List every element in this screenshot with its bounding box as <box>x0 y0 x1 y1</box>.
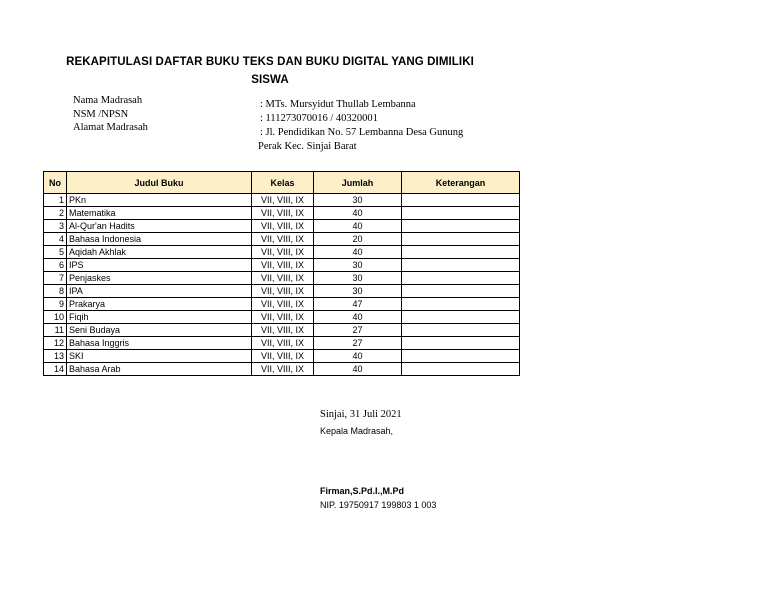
table-row <box>44 207 520 220</box>
cell-no: 1 <box>44 194 67 207</box>
cell-jumlah: 20 <box>314 233 402 246</box>
cell-jumlah: 40 <box>314 350 402 363</box>
label-nsm-npsn: NSM /NPSN <box>73 108 129 120</box>
table-row <box>44 220 520 233</box>
cell-judul-buku: Seni Budaya <box>67 324 252 337</box>
cell-kelas: VII, VIII, IX <box>252 272 314 285</box>
cell-keterangan <box>402 272 520 285</box>
cell-no: 8 <box>44 285 67 298</box>
cell-no: 2 <box>44 207 67 220</box>
cell-no: 13 <box>44 350 67 363</box>
cell-judul-buku: Aqidah Akhlak <box>67 246 252 259</box>
cell-jumlah: 40 <box>314 311 402 324</box>
cell-no: 9 <box>44 298 67 311</box>
cell-no: 7 <box>44 272 67 285</box>
table-row <box>44 350 520 363</box>
cell-judul-buku: Bahasa Indonesia <box>67 233 252 246</box>
cell-keterangan <box>402 207 520 220</box>
table-row <box>44 246 520 259</box>
cell-jumlah: 47 <box>314 298 402 311</box>
cell-kelas: VII, VIII, IX <box>252 207 314 220</box>
cell-jumlah: 40 <box>314 246 402 259</box>
table-header-row <box>44 172 520 194</box>
cell-judul-buku: IPS <box>67 259 252 272</box>
table-row <box>44 324 520 337</box>
cell-no: 3 <box>44 220 67 233</box>
cell-keterangan <box>402 194 520 207</box>
cell-judul-buku: SKI <box>67 350 252 363</box>
header-judul-buku: Judul Buku <box>67 172 252 194</box>
cell-kelas: VII, VIII, IX <box>252 311 314 324</box>
signer-nip: NIP. 19750917 199803 1 003 <box>320 500 437 510</box>
table-row <box>44 298 520 311</box>
cell-judul-buku: Fiqih <box>67 311 252 324</box>
cell-jumlah: 30 <box>314 194 402 207</box>
cell-keterangan <box>402 311 520 324</box>
cell-keterangan <box>402 337 520 350</box>
table-body <box>44 194 520 376</box>
cell-keterangan <box>402 350 520 363</box>
cell-jumlah: 27 <box>314 337 402 350</box>
title-line-2: SISWA <box>251 74 289 86</box>
cell-judul-buku: PKn <box>67 194 252 207</box>
table-row <box>44 311 520 324</box>
table-row <box>44 194 520 207</box>
cell-keterangan <box>402 220 520 233</box>
cell-judul-buku: Bahasa Inggris <box>67 337 252 350</box>
cell-keterangan <box>402 259 520 272</box>
place-date: Sinjai, 31 Juli 2021 <box>320 409 402 420</box>
value-nsm-npsn: : 111273070016 / 40320001 <box>260 113 378 124</box>
cell-no: 12 <box>44 337 67 350</box>
signature-block <box>320 408 436 512</box>
cell-kelas: VII, VIII, IX <box>252 246 314 259</box>
table-row <box>44 233 520 246</box>
value-alamat-madrasah: : Jl. Pendidikan No. 57 Lembanna Desa Gunung <box>260 127 464 138</box>
title-line-1: REKAPITULASI DAFTAR BUKU TEKS DAN BUKU DIGITAL YANG DIMILIKI <box>66 56 474 68</box>
info-labels <box>73 94 148 135</box>
cell-jumlah: 30 <box>314 285 402 298</box>
cell-jumlah: 30 <box>314 259 402 272</box>
cell-judul-buku: Prakarya <box>67 298 252 311</box>
cell-kelas: VII, VIII, IX <box>252 324 314 337</box>
table-row <box>44 259 520 272</box>
cell-no: 4 <box>44 233 67 246</box>
signer-name: Firman,S.Pd.I.,M.Pd <box>320 486 405 496</box>
cell-jumlah: 40 <box>314 363 402 376</box>
header-no: No <box>44 172 67 194</box>
cell-judul-buku: IPA <box>67 285 252 298</box>
header-keterangan: Keterangan <box>402 172 520 194</box>
cell-kelas: VII, VIII, IX <box>252 220 314 233</box>
cell-keterangan <box>402 246 520 259</box>
header-kelas: Kelas <box>252 172 314 194</box>
cell-jumlah: 40 <box>314 207 402 220</box>
cell-no: 11 <box>44 324 67 337</box>
cell-kelas: VII, VIII, IX <box>252 285 314 298</box>
value-alamat-continued: Perak Kec. Sinjai Barat <box>258 141 357 152</box>
document-title <box>60 53 480 89</box>
cell-jumlah: 30 <box>314 272 402 285</box>
label-alamat-madrasah: Alamat Madrasah <box>73 122 148 133</box>
cell-judul-buku: Matematika <box>67 207 252 220</box>
book-table <box>43 171 520 376</box>
cell-judul-buku: Penjaskes <box>67 272 252 285</box>
header-jumlah: Jumlah <box>314 172 402 194</box>
cell-kelas: VII, VIII, IX <box>252 363 314 376</box>
cell-kelas: VII, VIII, IX <box>252 350 314 363</box>
cell-jumlah: 27 <box>314 324 402 337</box>
cell-keterangan <box>402 298 520 311</box>
value-nama-madrasah: : MTs. Mursyidut Thullab Lembanna <box>260 99 416 110</box>
table-row <box>44 337 520 350</box>
label-nama-madrasah: Nama Madrasah <box>73 95 143 106</box>
cell-kelas: VII, VIII, IX <box>252 194 314 207</box>
cell-keterangan <box>402 363 520 376</box>
info-values <box>260 98 463 154</box>
table-row <box>44 285 520 298</box>
signer-role: Kepala Madrasah, <box>320 426 394 436</box>
cell-judul-buku: Bahasa Arab <box>67 363 252 376</box>
table-row <box>44 272 520 285</box>
cell-keterangan <box>402 233 520 246</box>
cell-keterangan <box>402 285 520 298</box>
cell-keterangan <box>402 324 520 337</box>
cell-no: 6 <box>44 259 67 272</box>
cell-judul-buku: Al-Qur'an Hadits <box>67 220 252 233</box>
cell-kelas: VII, VIII, IX <box>252 298 314 311</box>
cell-no: 10 <box>44 311 67 324</box>
cell-kelas: VII, VIII, IX <box>252 233 314 246</box>
cell-no: 5 <box>44 246 67 259</box>
table-row <box>44 363 520 376</box>
cell-no: 14 <box>44 363 67 376</box>
cell-kelas: VII, VIII, IX <box>252 259 314 272</box>
cell-kelas: VII, VIII, IX <box>252 337 314 350</box>
cell-jumlah: 40 <box>314 220 402 233</box>
